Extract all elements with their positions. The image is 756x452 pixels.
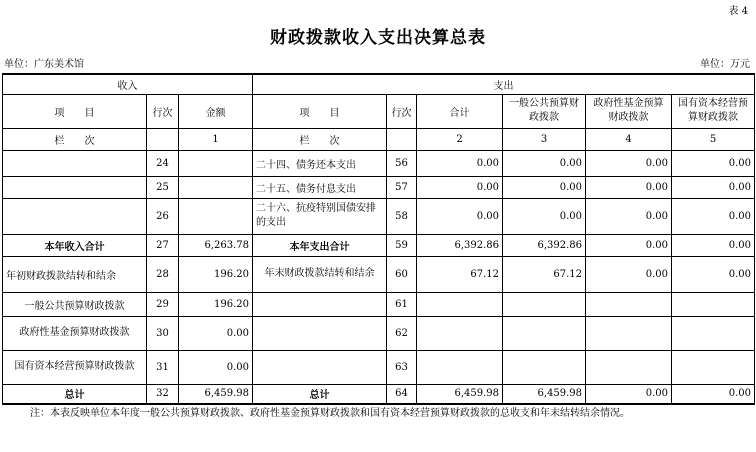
general-value: 6,459.98 bbox=[503, 384, 586, 404]
income-item bbox=[3, 198, 147, 234]
state-capital-value: 0.00 bbox=[672, 234, 755, 256]
gov-fund-header: 政府性基金预算财政拨款 bbox=[586, 94, 672, 128]
income-item bbox=[3, 150, 147, 176]
income-amount: 0.00 bbox=[179, 316, 253, 350]
income-item: 年初财政拨款结转和结余 bbox=[3, 256, 147, 292]
income-row-no-header: 行次 bbox=[147, 94, 179, 128]
total-value: 6,459.98 bbox=[417, 384, 503, 404]
general-value: 0.00 bbox=[503, 150, 586, 176]
expense-item: 本年支出合计 bbox=[253, 234, 387, 256]
unit-organization: 单位：广东美术馆 bbox=[4, 59, 84, 70]
income-row-no: 28 bbox=[147, 256, 179, 292]
table-number: 表 4 bbox=[728, 6, 748, 17]
gov-fund-value: 0.00 bbox=[586, 234, 672, 256]
income-row-no: 25 bbox=[147, 176, 179, 198]
gov-fund-value bbox=[586, 350, 672, 384]
income-row-no: 24 bbox=[147, 150, 179, 176]
expense-row-no: 61 bbox=[387, 292, 417, 316]
column-number-row bbox=[3, 128, 755, 150]
expense-row-no: 58 bbox=[387, 198, 417, 234]
income-amount: 6,263.78 bbox=[179, 234, 253, 256]
total-value: 6,392.86 bbox=[417, 234, 503, 256]
total-value bbox=[417, 350, 503, 384]
expense-row-no: 63 bbox=[387, 350, 417, 384]
income-amount bbox=[179, 176, 253, 198]
income-item: 一般公共预算财政拨款 bbox=[3, 292, 147, 316]
total-value: 0.00 bbox=[417, 176, 503, 198]
expense-row-no-header: 行次 bbox=[387, 94, 417, 128]
state-capital-header: 国有资本经营预算财政拨款 bbox=[672, 94, 755, 128]
table-row bbox=[3, 292, 755, 316]
page-title: 财政拨款收入支出决算总表 bbox=[270, 28, 486, 48]
income-amount: 196.20 bbox=[179, 256, 253, 292]
fiscal-summary-table bbox=[2, 73, 755, 405]
expense-col-label: 栏 次 bbox=[253, 128, 387, 150]
table-row bbox=[3, 316, 755, 350]
col-number-5: 5 bbox=[672, 128, 755, 150]
general-value bbox=[503, 292, 586, 316]
col-number-4: 4 bbox=[586, 128, 672, 150]
col-number-1: 1 bbox=[179, 128, 253, 150]
expense-item: 总计 bbox=[253, 384, 387, 404]
income-item bbox=[3, 176, 147, 198]
state-capital-value: 0.00 bbox=[672, 256, 755, 292]
general-value: 0.00 bbox=[503, 198, 586, 234]
income-item: 政府性基金预算财政拨款 bbox=[3, 316, 147, 350]
state-capital-value bbox=[672, 292, 755, 316]
income-item: 国有资本经营预算财政拨款 bbox=[3, 350, 147, 384]
general-value: 6,392.86 bbox=[503, 234, 586, 256]
income-row-no: 30 bbox=[147, 316, 179, 350]
total-header: 合计 bbox=[417, 94, 503, 128]
table-row bbox=[3, 198, 755, 234]
expense-row-no: 59 bbox=[387, 234, 417, 256]
expense-item bbox=[253, 292, 387, 316]
gov-fund-value: 0.00 bbox=[586, 150, 672, 176]
state-capital-value bbox=[672, 316, 755, 350]
gov-fund-value: 0.00 bbox=[586, 256, 672, 292]
gov-fund-value: 0.00 bbox=[586, 198, 672, 234]
expense-row-no: 60 bbox=[387, 256, 417, 292]
gov-fund-value bbox=[586, 292, 672, 316]
state-capital-value bbox=[672, 350, 755, 384]
empty-cell bbox=[387, 128, 417, 150]
total-value: 67.12 bbox=[417, 256, 503, 292]
expense-item: 二十四、债务还本支出 bbox=[253, 150, 387, 176]
table-row bbox=[3, 256, 755, 292]
table-row bbox=[3, 234, 755, 256]
expense-item: 二十五、债务付息支出 bbox=[253, 176, 387, 198]
empty-cell bbox=[147, 128, 179, 150]
total-value bbox=[417, 316, 503, 350]
gov-fund-value bbox=[586, 316, 672, 350]
col-number-3: 3 bbox=[503, 128, 586, 150]
expense-item: 二十六、抗疫特别国债安排的支出 bbox=[253, 198, 387, 234]
expense-row-no: 57 bbox=[387, 176, 417, 198]
expense-row-no: 56 bbox=[387, 150, 417, 176]
table-row bbox=[3, 350, 755, 384]
income-row-no: 27 bbox=[147, 234, 179, 256]
general-value bbox=[503, 316, 586, 350]
expense-item-header: 项 目 bbox=[253, 94, 387, 128]
expense-header: 支出 bbox=[253, 74, 755, 94]
expense-item bbox=[253, 350, 387, 384]
total-value: 0.00 bbox=[417, 198, 503, 234]
income-item: 总计 bbox=[3, 384, 147, 404]
general-value bbox=[503, 350, 586, 384]
general-value: 67.12 bbox=[503, 256, 586, 292]
income-amount bbox=[179, 198, 253, 234]
income-item-header: 项 目 bbox=[3, 94, 147, 128]
state-capital-value: 0.00 bbox=[672, 384, 755, 404]
income-row-no: 26 bbox=[147, 198, 179, 234]
footnote: 注：本表反映单位本年度一般公共预算财政拨款、政府性基金预算财政拨款和国有资本经营预算财政拨款的总收支和年末结转结余情况。 bbox=[30, 408, 630, 419]
gov-fund-value: 0.00 bbox=[586, 384, 672, 404]
expense-item: 年末财政拨款结转和结余 bbox=[253, 256, 387, 292]
income-row-no: 29 bbox=[147, 292, 179, 316]
state-capital-value: 0.00 bbox=[672, 176, 755, 198]
state-capital-value: 0.00 bbox=[672, 150, 755, 176]
general-budget-header: 一般公共预算财政拨款 bbox=[503, 94, 586, 128]
income-amount: 0.00 bbox=[179, 350, 253, 384]
general-value: 0.00 bbox=[503, 176, 586, 198]
expense-row-no: 64 bbox=[387, 384, 417, 404]
state-capital-value: 0.00 bbox=[672, 198, 755, 234]
income-header: 收入 bbox=[3, 74, 253, 94]
total-value bbox=[417, 292, 503, 316]
section-header-row bbox=[3, 74, 755, 94]
expense-item bbox=[253, 316, 387, 350]
table-row bbox=[3, 150, 755, 176]
income-col-label: 栏 次 bbox=[3, 128, 147, 150]
col-number-2: 2 bbox=[417, 128, 503, 150]
column-header-row bbox=[3, 94, 755, 128]
income-item: 本年收入合计 bbox=[3, 234, 147, 256]
income-row-no: 31 bbox=[147, 350, 179, 384]
total-value: 0.00 bbox=[417, 150, 503, 176]
income-amount-header: 金额 bbox=[179, 94, 253, 128]
gov-fund-value: 0.00 bbox=[586, 176, 672, 198]
income-amount: 196.20 bbox=[179, 292, 253, 316]
income-amount: 6,459.98 bbox=[179, 384, 253, 404]
income-amount bbox=[179, 150, 253, 176]
unit-currency: 单位：万元 bbox=[700, 59, 750, 70]
table-row bbox=[3, 176, 755, 198]
income-row-no: 32 bbox=[147, 384, 179, 404]
table-row bbox=[3, 384, 755, 404]
expense-row-no: 62 bbox=[387, 316, 417, 350]
